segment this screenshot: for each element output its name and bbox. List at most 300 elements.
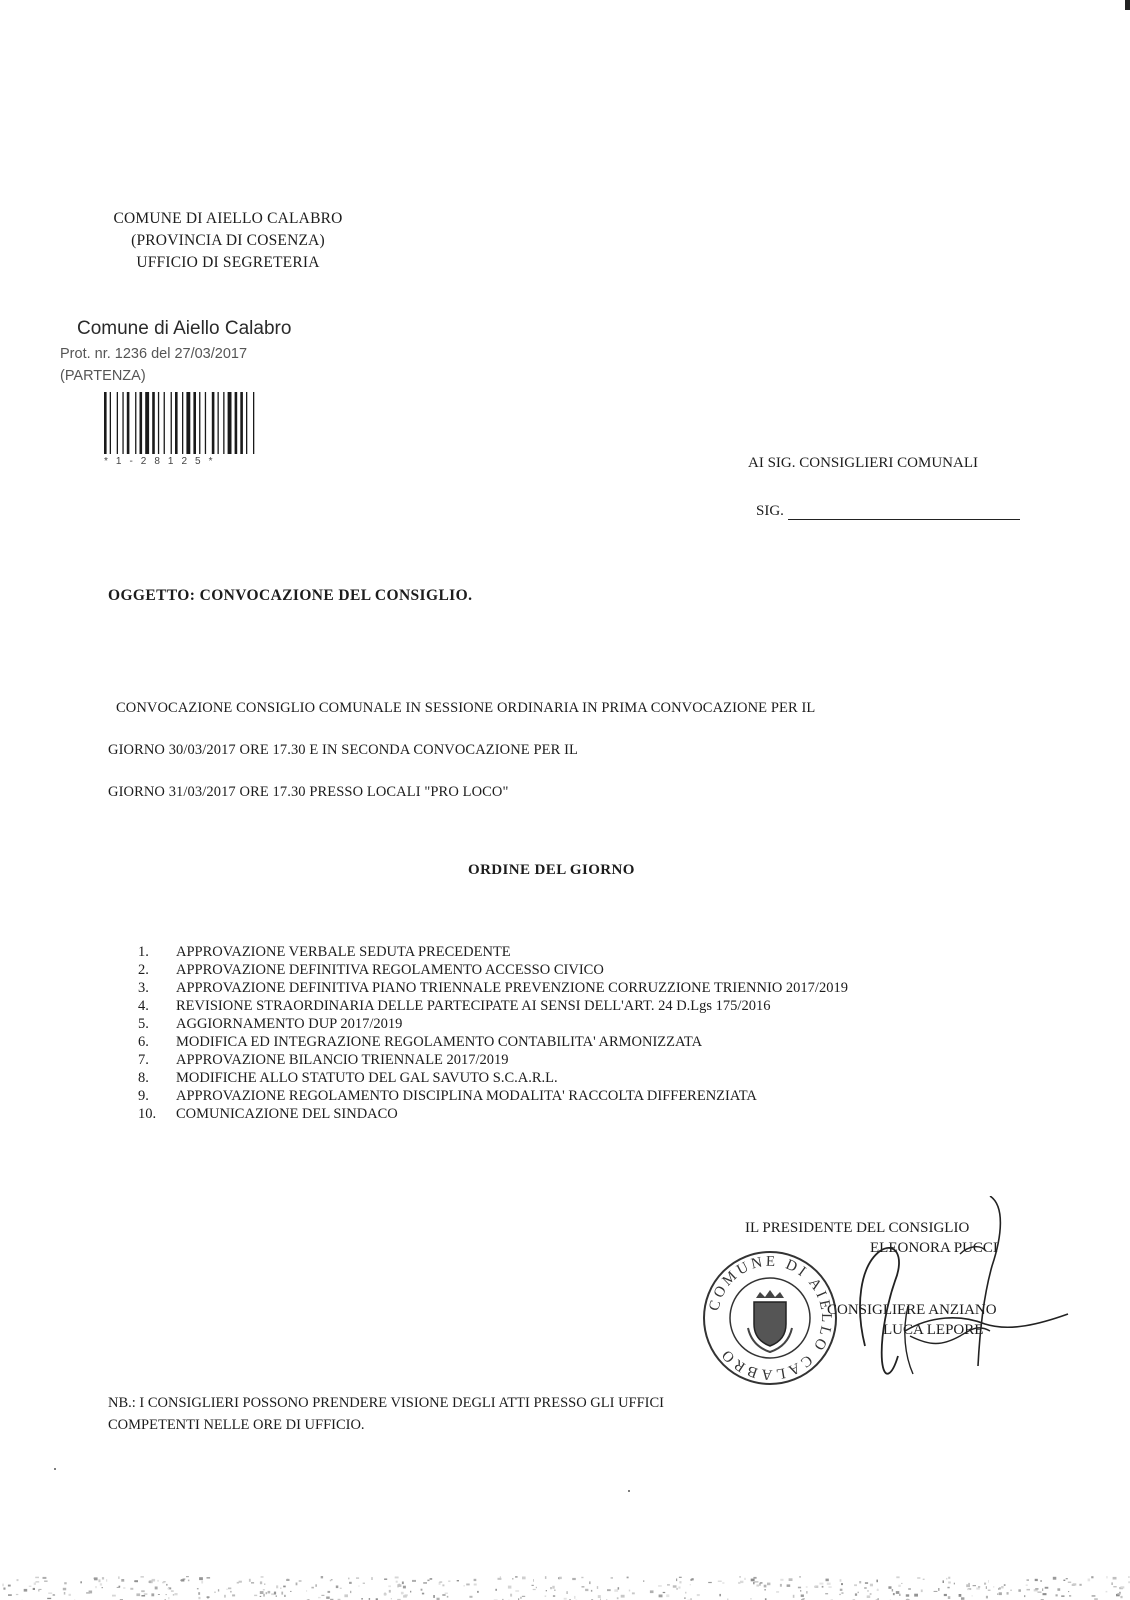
scan-noise-dot (283, 1586, 286, 1588)
scan-noise-dot (80, 1581, 82, 1583)
scan-noise-dot (841, 1583, 843, 1585)
scan-noise-dot (141, 1576, 144, 1577)
scan-noise-dot (421, 1589, 423, 1591)
scan-noise-dot (398, 1584, 402, 1587)
scan-noise-dot (260, 1591, 264, 1594)
scan-noise-dot (678, 1587, 680, 1589)
scan-speck (54, 1468, 56, 1470)
scan-noise-dot (423, 1582, 427, 1583)
scan-noise-dot (466, 1584, 470, 1586)
scan-noise-dot (1091, 1576, 1093, 1578)
scan-noise-dot (921, 1590, 923, 1593)
scan-noise-dot (906, 1594, 909, 1596)
agenda-item-text: APPROVAZIONE DEFINITIVA PIANO TRIENNALE PREVENZIONE CORRUZZIONE TRIENNIO 2017/2019 (176, 980, 848, 996)
scan-noise-dot (136, 1593, 140, 1596)
scan-noise-dot (819, 1583, 823, 1585)
subject: OGGETTO: CONVOCAZIONE DEL CONSIGLIO. (108, 587, 473, 604)
agenda-item-text: MODIFICA ED INTEGRAZIONE REGOLAMENTO CONTABILITA' ARMONIZZATA (176, 1034, 703, 1050)
scan-noise-dot (572, 1578, 576, 1580)
agenda-item-text: COMUNICAZIONE DEL SINDACO (176, 1106, 398, 1122)
scan-noise-dot (840, 1589, 843, 1591)
scan-noise-dot (495, 1589, 497, 1591)
barcode-bar (110, 392, 111, 454)
scan-noise-dot (986, 1596, 988, 1599)
scan-noise-dot (826, 1579, 829, 1582)
scan-noise-dot (1066, 1578, 1068, 1579)
scan-noise-dot (1106, 1576, 1107, 1578)
scan-noise-dot (684, 1597, 686, 1599)
scan-noise-dot (876, 1580, 878, 1583)
scan-noise-dot (284, 1595, 286, 1597)
agenda-item (138, 1105, 1030, 1123)
scan-noise-dot (228, 1588, 231, 1590)
scan-noise-dot (239, 1581, 242, 1583)
scan-noise-dot (978, 1586, 980, 1587)
barcode-bar (246, 392, 247, 454)
scan-noise-dot (611, 1577, 613, 1578)
scan-noise-dot (814, 1586, 816, 1588)
scan-noise-dot (198, 1597, 200, 1599)
scan-noise-dot (171, 1591, 174, 1592)
scan-noise-dot (554, 1590, 555, 1592)
scan-noise-dot (474, 1584, 477, 1586)
scan-noise-dot (1010, 1590, 1011, 1591)
scan-noise-dot (123, 1588, 125, 1589)
scan-noise-dot (168, 1588, 170, 1589)
scan-noise-dot (984, 1583, 986, 1585)
scan-noise-dot (718, 1581, 722, 1583)
scan-noise-dot (787, 1584, 791, 1587)
scan-noise-dot (993, 1586, 994, 1587)
scan-noise-dot (361, 1598, 363, 1600)
recipient-sig-field (756, 503, 1020, 520)
scan-noise-dot (574, 1596, 576, 1599)
scan-noise-dot (708, 1582, 712, 1583)
scan-noise-dot (402, 1582, 404, 1585)
scan-noise-dot (8, 1585, 11, 1587)
scan-noise-dot (3, 1588, 5, 1590)
scan-noise-dot (16, 1594, 18, 1595)
scan-noise-dot (827, 1583, 831, 1585)
scan-noise-dot (168, 1597, 169, 1599)
scan-noise-dot (469, 1596, 472, 1598)
scan-noise-dot (988, 1580, 989, 1583)
scan-noise-dot (321, 1576, 323, 1578)
scan-noise-dot (617, 1597, 619, 1599)
agenda-item-text: APPROVAZIONE DEFINITIVA REGOLAMENTO ACCESSO CIVICO (176, 962, 604, 978)
agenda-item (138, 1033, 1030, 1051)
barcode-bar (152, 392, 155, 454)
agenda-item-text: MODIFICHE ALLO STATUTO DEL GAL SAVUTO S.C.A.R.L. (176, 1070, 558, 1086)
agenda-item (138, 1051, 1030, 1069)
barcode-bar (199, 392, 200, 454)
barcode-text: *1-28125* (104, 456, 221, 467)
scan-noise-dot (165, 1594, 167, 1595)
scan-noise-dot (789, 1578, 793, 1581)
scan-noise-dot (315, 1584, 317, 1587)
scan-noise-dot (299, 1581, 302, 1582)
handwritten-signature-icon (810, 1196, 1080, 1396)
scan-noise-dot (760, 1582, 762, 1583)
scan-noise-dot (546, 1590, 547, 1591)
scan-noise-dot (954, 1583, 955, 1585)
scan-noise-dot (371, 1577, 372, 1580)
barcode-bar (240, 392, 243, 454)
barcode-bar (223, 392, 224, 454)
scan-noise-dot (1061, 1595, 1064, 1597)
scan-noise-dot (1128, 1576, 1129, 1578)
scan-noise-dot (597, 1586, 598, 1589)
scan-noise-dot (650, 1590, 654, 1593)
scan-noise-dot (685, 1592, 686, 1594)
scan-noise-dot (198, 1592, 200, 1595)
scan-noise-dot (100, 1583, 102, 1585)
scan-noise-dot (47, 1598, 51, 1599)
scan-noise-dot (311, 1587, 314, 1589)
scan-noise-dot (442, 1584, 444, 1586)
scan-noise-dot (908, 1588, 911, 1590)
letterhead-office: UFFICIO DI SEGRETERIA (136, 254, 320, 271)
scan-noise-dot (841, 1592, 843, 1593)
scan-noise-dot (64, 1582, 67, 1584)
scan-noise-dot (948, 1596, 951, 1599)
scan-noise-dot (173, 1594, 174, 1596)
barcode-bar (145, 392, 149, 454)
scan-noise-dot (591, 1590, 592, 1592)
scan-noise-dot (1112, 1582, 1113, 1585)
scan-noise-dot (627, 1577, 629, 1579)
scan-noise-dot (1038, 1592, 1042, 1593)
scan-noise-dot (276, 1595, 277, 1597)
footnote (108, 1392, 664, 1436)
scan-noise-dot (321, 1595, 324, 1596)
scan-noise-dot (274, 1592, 276, 1595)
scan-noise-dot (679, 1581, 681, 1583)
scan-noise-dot (676, 1588, 677, 1590)
scan-noise-dot (944, 1594, 947, 1596)
scan-noise-dot (410, 1591, 411, 1593)
scan-noise-dot (799, 1576, 801, 1577)
scan-noise-dot (433, 1595, 435, 1598)
scan-noise-dot (800, 1590, 801, 1592)
scan-noise-dot (1001, 1586, 1004, 1588)
scan-noise-dot (750, 1598, 751, 1599)
scan-noise-dot (53, 1594, 55, 1595)
scan-noise-dot (802, 1598, 805, 1599)
scan-noise-dot (330, 1580, 331, 1582)
scan-noise-dot (356, 1577, 359, 1578)
scan-noise-dot (254, 1595, 257, 1596)
scan-noise-dot (1024, 1595, 1025, 1597)
recipient-sig-label: SIG. (756, 503, 784, 519)
agenda-item-number: 9. (138, 1088, 149, 1104)
scan-noise-dot (607, 1589, 611, 1591)
scan-noise-dot (384, 1579, 387, 1580)
scan-noise-dot (756, 1585, 759, 1587)
scan-noise-dot (1004, 1584, 1006, 1586)
scan-noise-dot (98, 1579, 100, 1582)
scan-noise-dot (363, 1583, 365, 1584)
scan-noise-dot (1072, 1584, 1075, 1586)
scan-noise-dot (855, 1593, 857, 1595)
scan-noise-dot (658, 1585, 662, 1587)
scan-noise-dot (290, 1591, 291, 1592)
scan-noise-dot (934, 1591, 938, 1592)
scan-noise-dot (1079, 1584, 1081, 1586)
scan-noise-dot (439, 1581, 442, 1582)
seal-text: COMUNE DI AIELLO CALABRO (706, 1253, 835, 1383)
scan-noise-dot (1120, 1596, 1122, 1598)
agenda-item-number: 4. (138, 998, 149, 1014)
scan-noise-dot (1053, 1577, 1057, 1580)
scan-mark (1125, 0, 1130, 10)
scan-noise-dot (186, 1576, 189, 1577)
recipient-sig-line (788, 505, 1020, 520)
scan-noise-dot (318, 1597, 321, 1598)
scan-noise-dot (551, 1587, 552, 1589)
scan-noise-dot (118, 1576, 120, 1579)
barcode-bar (228, 392, 232, 454)
scan-noise-dot (892, 1589, 893, 1592)
scan-noise-dot (412, 1580, 416, 1582)
scan-noise-dot (1026, 1585, 1028, 1586)
scan-noise-dot (447, 1596, 449, 1598)
barcode-bar (212, 392, 215, 454)
scan-noise-dot (961, 1597, 964, 1600)
scan-noise-dot (896, 1576, 899, 1578)
scan-noise-dot (2, 1584, 4, 1587)
protocol-direction: (PARTENZA) (60, 368, 146, 384)
scan-noise-dot (780, 1584, 782, 1587)
scan-noise-dot (722, 1582, 724, 1583)
scan-noise-dot (199, 1577, 203, 1580)
scan-noise-dot (767, 1583, 770, 1586)
coat-of-arms-icon (748, 1290, 792, 1352)
elder-councillor-name: LUCA LEPORE (883, 1322, 984, 1338)
scan-noise-dot (384, 1593, 387, 1595)
scan-noise-dot (427, 1580, 429, 1582)
scan-noise-dot (44, 1581, 48, 1582)
scan-noise-dot (135, 1580, 138, 1582)
scan-noise-dot (854, 1584, 857, 1586)
scan-noise-dot (230, 1591, 231, 1593)
agenda-item-text: APPROVAZIONE BILANCIO TRIENNALE 2017/2019 (176, 1052, 509, 1068)
scan-noise-dot (948, 1577, 950, 1579)
scan-noise-dot (943, 1580, 945, 1583)
scan-noise-dot (69, 1594, 71, 1596)
scan-noise-dot (865, 1582, 868, 1584)
scan-noise-dot (197, 1588, 199, 1589)
scan-noise-dot (102, 1587, 104, 1588)
scan-noise-dot (106, 1579, 107, 1582)
scan-noise-dot (690, 1584, 691, 1585)
scan-noise-dot (1068, 1591, 1069, 1592)
scan-noise-dot (117, 1587, 120, 1588)
agenda-item (138, 997, 1030, 1015)
scan-noise-dot (667, 1584, 670, 1585)
scan-noise-dot (344, 1594, 348, 1597)
scan-noise-dot (224, 1595, 226, 1598)
scan-noise-dot (536, 1587, 537, 1588)
scan-noise-dot (896, 1591, 900, 1594)
scan-noise-dot (326, 1597, 330, 1599)
scan-noise-dot (901, 1583, 902, 1584)
scan-noise-dot (738, 1582, 740, 1584)
scan-noise-dot (24, 1589, 28, 1592)
scan-noise-dot (948, 1582, 951, 1584)
scan-noise-dot (697, 1594, 700, 1596)
scan-noise-dot (508, 1586, 512, 1589)
scan-noise-dot (141, 1590, 145, 1592)
scan-noise-dot (566, 1591, 567, 1594)
scan-noise-dot (188, 1580, 190, 1582)
scan-noise-dot (207, 1577, 211, 1578)
scan-noise-dot (676, 1579, 677, 1582)
scan-noise-dot (122, 1579, 125, 1581)
scan-noise-dot (1068, 1582, 1071, 1583)
scan-noise-dot (679, 1577, 682, 1578)
scan-noise-dot (448, 1581, 450, 1582)
scan-noise-dot (457, 1580, 459, 1581)
scan-noise-dot (249, 1579, 251, 1582)
scan-noise-dot (1040, 1580, 1042, 1582)
scan-noise-dot (510, 1594, 512, 1597)
barcode-bar (171, 392, 172, 454)
scan-noise-dot (776, 1591, 779, 1593)
agenda-item-number: 8. (138, 1070, 149, 1086)
scan-noise-dot (1035, 1588, 1038, 1590)
scan-noise-dot (666, 1594, 669, 1597)
scan-noise-dot (1063, 1580, 1065, 1581)
scan-noise-dot (286, 1579, 289, 1581)
agenda-item (138, 979, 1030, 997)
scan-noise-dot (938, 1588, 939, 1591)
scan-noise-dot (522, 1596, 525, 1597)
body-line-1: CONVOCAZIONE CONSIGLIO COMUNALE IN SESSIONE ORDINARIA IN PRIMA CONVOCAZIONE PER IL (116, 700, 816, 716)
scan-noise-dot (29, 1586, 32, 1587)
scan-noise-dot (553, 1595, 555, 1597)
scan-noise-dot (403, 1586, 406, 1589)
scan-noise-dot (64, 1592, 66, 1595)
agenda-item (138, 1069, 1030, 1087)
scan-noise-dot (1042, 1588, 1043, 1591)
scan-noise-dot (266, 1592, 268, 1594)
scan-noise-dot (328, 1591, 331, 1593)
scan-noise-dot (972, 1595, 973, 1596)
scan-noise-dot (463, 1585, 465, 1586)
barcode-bar (253, 392, 254, 454)
footnote-line-1: NB.: I CONSIGLIERI POSSONO PRENDERE VISIONE DEGLI ATTI PRESSO GLI UFFICI (108, 1395, 664, 1411)
scan-noise-dot (155, 1587, 158, 1590)
scan-noise-dot (500, 1576, 501, 1578)
barcode-bar (218, 392, 219, 454)
scan-noise-dot (260, 1581, 262, 1584)
scan-noise-dot (780, 1579, 783, 1581)
agenda-item-number: 10. (138, 1106, 157, 1122)
barcode-bar (205, 392, 206, 454)
barcode-bar (104, 392, 107, 454)
scan-noise-dot (822, 1586, 824, 1588)
scan-noise-dot (395, 1577, 399, 1579)
scan-noise-dot (43, 1577, 47, 1579)
scan-noise-dot (1117, 1593, 1120, 1595)
agenda-title: ORDINE DEL GIORNO (468, 862, 635, 878)
scan-noise-dot (522, 1577, 526, 1580)
barcode-bar (235, 392, 238, 454)
scan-noise-dot (48, 1592, 52, 1594)
scan-noise-dot (396, 1581, 398, 1583)
barcode-bar (127, 392, 130, 454)
scan-noise-dot (806, 1587, 808, 1588)
scan-noise-dot (1092, 1595, 1096, 1597)
scan-noise-dot (340, 1588, 342, 1589)
barcode-bar (117, 392, 118, 454)
scan-noise-dot (632, 1592, 635, 1594)
scan-noise-dot (151, 1593, 154, 1596)
scan-noise-dot (914, 1594, 918, 1597)
scan-noise-dot (336, 1586, 339, 1589)
scan-noise-dot (515, 1576, 518, 1578)
scan-noise-dot (893, 1593, 895, 1595)
scan-noise-dot (1120, 1586, 1124, 1588)
scan-noise-dot (751, 1579, 755, 1582)
scan-noise-dot (260, 1596, 262, 1597)
scan-noise-dot (17, 1579, 19, 1581)
scan-noise-dot (867, 1595, 871, 1598)
scan-noise-dot (966, 1584, 970, 1587)
agenda-item-number: 2. (138, 962, 149, 978)
scan-noise-dot (967, 1589, 970, 1590)
scan-noise-dot (999, 1592, 1002, 1595)
scan-noise-dot (149, 1581, 151, 1583)
scan-noise-dot (1018, 1589, 1021, 1592)
scan-noise-dot (533, 1589, 536, 1590)
scan-noise-dot (207, 1597, 210, 1598)
scan-noise-dot (691, 1578, 693, 1580)
scan-noise-dot (532, 1585, 534, 1586)
scan-noise-dot (515, 1590, 519, 1591)
letterhead (108, 208, 348, 274)
scan-noise-dot (281, 1592, 283, 1595)
scan-noise-dot (163, 1581, 166, 1582)
scan-noise-dot (158, 1594, 160, 1595)
scan-noise-dot (112, 1595, 116, 1597)
scan-noise-dot (1069, 1595, 1071, 1596)
barcode-bar (182, 392, 183, 454)
scan-noise-dot (673, 1585, 677, 1587)
scan-noise-dot (175, 1593, 178, 1595)
scan-noise-dot (801, 1595, 804, 1597)
scan-noise-dot (585, 1589, 588, 1591)
scan-noise-dot (839, 1594, 841, 1595)
scan-noise-dot (888, 1586, 891, 1589)
letterhead-municipality: COMUNE DI AIELLO CALABRO (113, 210, 343, 227)
scan-noise-dot (923, 1579, 925, 1580)
scan-noise-dot (358, 1586, 359, 1587)
scan-noise-dot (201, 1581, 203, 1584)
scan-noise-dot (214, 1592, 216, 1593)
barcode-bar (135, 392, 136, 454)
barcode-bar (122, 392, 123, 454)
scan-noise-dot (581, 1577, 583, 1578)
scan-noise-dot (430, 1578, 433, 1580)
scan-noise-dot (753, 1582, 755, 1584)
scan-noise-dot (764, 1589, 766, 1591)
scan-noise-dot (218, 1589, 219, 1591)
scan-noise-dot (740, 1581, 743, 1583)
agenda-item (138, 961, 1030, 979)
scan-noise-dot (959, 1594, 962, 1597)
